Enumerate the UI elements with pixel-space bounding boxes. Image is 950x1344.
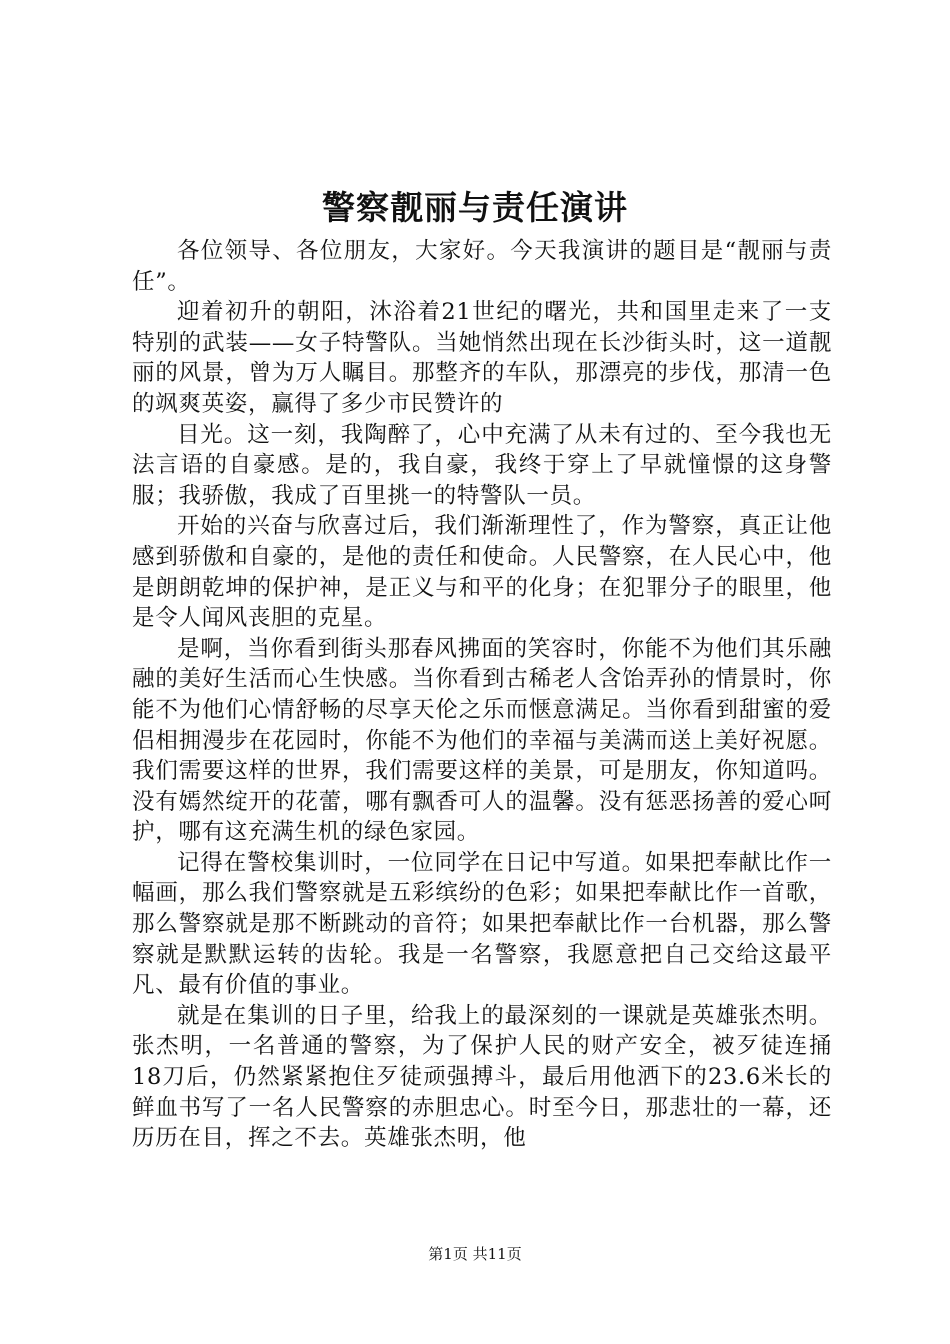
document-title: 警察靓丽与责任演讲 <box>322 188 628 227</box>
paragraph-7: 就是在集训的日子里，给我上的最深刻的一课就是英雄张杰明。张杰明，一名普通的警察，为了保护人民的财产安全，被歹徒连捅18刀后，仍然紧紧抱住歹徒顽强搏斗，最后用他洒下的23.6米长的鲜血书写了一名人民警察的赤胆忠心。时至今日，那悲壮的一幕，还历历在目，挥之不去。英雄张杰明，他 <box>132 1002 832 1152</box>
paragraph-6: 记得在警校集训时，一位同学在日记中写道。如果把奉献比作一幅画，那么我们警察就是五彩缤纷的色彩；如果把奉献比作一首歌，那么警察就是那不断跳动的音符；如果把奉献比作一台机器，那么警察就是默默运转的齿轮。我是一名警察，我愿意把自己交给这最平凡、最有价值的事业。 <box>132 849 832 999</box>
paragraph-1: 各位领导、各位朋友，大家好。今天我演讲的题目是“靓丽与责任”。 <box>132 238 832 295</box>
document-body <box>132 236 832 1154</box>
paragraph-2: 迎着初升的朝阳，沐浴着21世纪的曙光，共和国里走来了一支特别的武装——女子特警队。当她悄然出现在长沙街头时，这一道靓丽的风景，曾为万人瞩目。那整齐的车队，那漂亮的步伐，那清一色的飒爽英姿，赢得了多少市民赞许的 <box>132 299 832 417</box>
paragraph-3: 目光。这一刻，我陶醉了，心中充满了从未有过的、至今我也无法言语的自豪感。是的，我自豪，我终于穿上了早就憧憬的这身警服；我骄傲，我成了百里挑一的特警队一员。 <box>132 421 832 509</box>
page-number-footer: 第1页 共11页 <box>428 1245 522 1263</box>
paragraph-4: 开始的兴奋与欣喜过后，我们渐渐理性了，作为警察，真正让他感到骄傲和自豪的，是他的责任和使命。人民警察，在人民心中，他是朗朗乾坤的保护神，是正义与和平的化身；在犯罪分子的眼里，他是令人闻风丧胆的克星。 <box>132 513 832 632</box>
paragraph-5: 是啊，当你看到街头那春风拂面的笑容时，你能不为他们其乐融融的美好生活而心生快感。当你看到古稀老人含饴弄孙的情景时，你能不为他们心情舒畅的尽享天伦之乐而惬意满足。当你看到甜蜜的爱侣相拥漫步在花园时，你能不为他们的幸福与美满而送上美好祝愿。我们需要这样的世界，我们需要这样的美景，可是朋友，你知道吗。没有嫣然绽开的花蕾，哪有飘香可人的温馨。没有惩恶扬善的爱心呵护，哪有这充满生机的绿色家园。 <box>132 635 832 846</box>
